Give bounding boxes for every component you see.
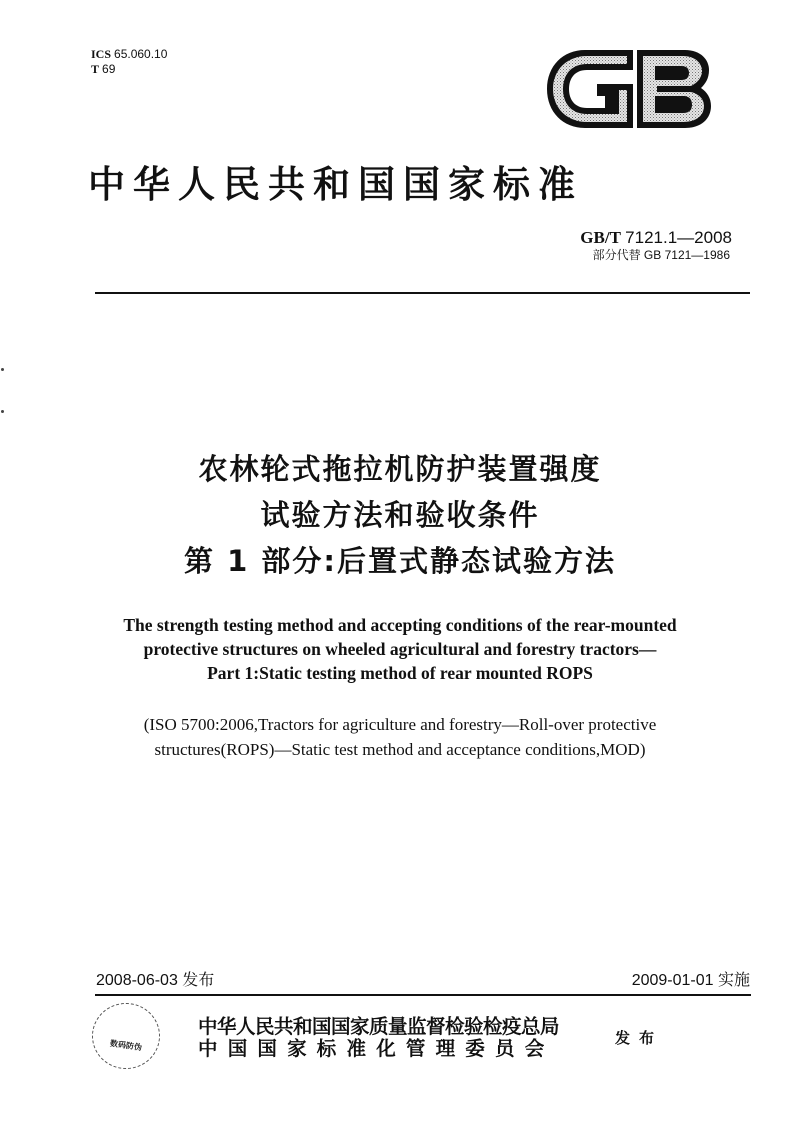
ics-label: ICS <box>91 47 112 61</box>
margin-mark <box>1 368 4 371</box>
iso-reference-line-2: structures(ROPS)—Static test method and acceptance conditions,MOD) <box>154 740 646 759</box>
national-standard-title: 中华人民共和国国家标准 <box>88 162 583 206</box>
iso-reference <box>0 712 800 762</box>
english-title-line-2: protective structures on wheeled agricultural and forestry tractors— <box>143 639 657 659</box>
issuer-aqsiq: 中华人民共和国国家质量监督检验检疫总局 <box>198 1015 560 1038</box>
ics-code: 65.060.10 <box>114 47 168 61</box>
replaces-note: 部分代替 GB 7121—1986 <box>592 248 730 262</box>
issuer-sac: 中国国家标准化管理委员会 <box>198 1037 555 1060</box>
english-title-line-1: The strength testing method and accepting conditions of the rear-mounted <box>123 615 677 635</box>
issue-date: 2008-06-03 发布 <box>96 972 215 989</box>
chinese-title <box>0 446 800 584</box>
standard-number <box>580 228 732 248</box>
standard-prefix: GB/T <box>580 228 621 247</box>
standard-code: 7121.1—2008 <box>625 228 732 247</box>
margin-mark <box>1 410 4 413</box>
chinese-title-line-3: 第 1 部分:后置式静态试验方法 <box>184 544 616 578</box>
top-divider <box>95 292 750 294</box>
anti-counterfeit-stamp-icon <box>92 1003 160 1069</box>
ccs-code-line <box>91 62 167 77</box>
gb-logo-icon <box>545 48 713 130</box>
iso-reference-line-1: (ISO 5700:2006,Tractors for agriculture and forestry—Roll-over protective <box>143 715 657 734</box>
english-title-line-3: Part 1:Static testing method of rear mounted ROPS <box>207 663 593 683</box>
stamp-text: 数码防伪 <box>109 1038 143 1053</box>
english-title <box>0 613 800 685</box>
chinese-title-line-2: 试验方法和验收条件 <box>260 498 540 532</box>
ics-code-line <box>91 47 167 62</box>
ccs-label: T <box>91 62 100 76</box>
chinese-title-line-1: 农林轮式拖拉机防护装置强度 <box>198 452 602 486</box>
implementation-date: 2009-01-01 实施 <box>631 972 750 989</box>
ccs-code: 69 <box>102 62 116 76</box>
publish-label: 发布 <box>615 1029 664 1047</box>
bottom-divider <box>95 994 751 996</box>
classification-codes <box>91 47 167 77</box>
issuing-authorities <box>198 1016 559 1060</box>
